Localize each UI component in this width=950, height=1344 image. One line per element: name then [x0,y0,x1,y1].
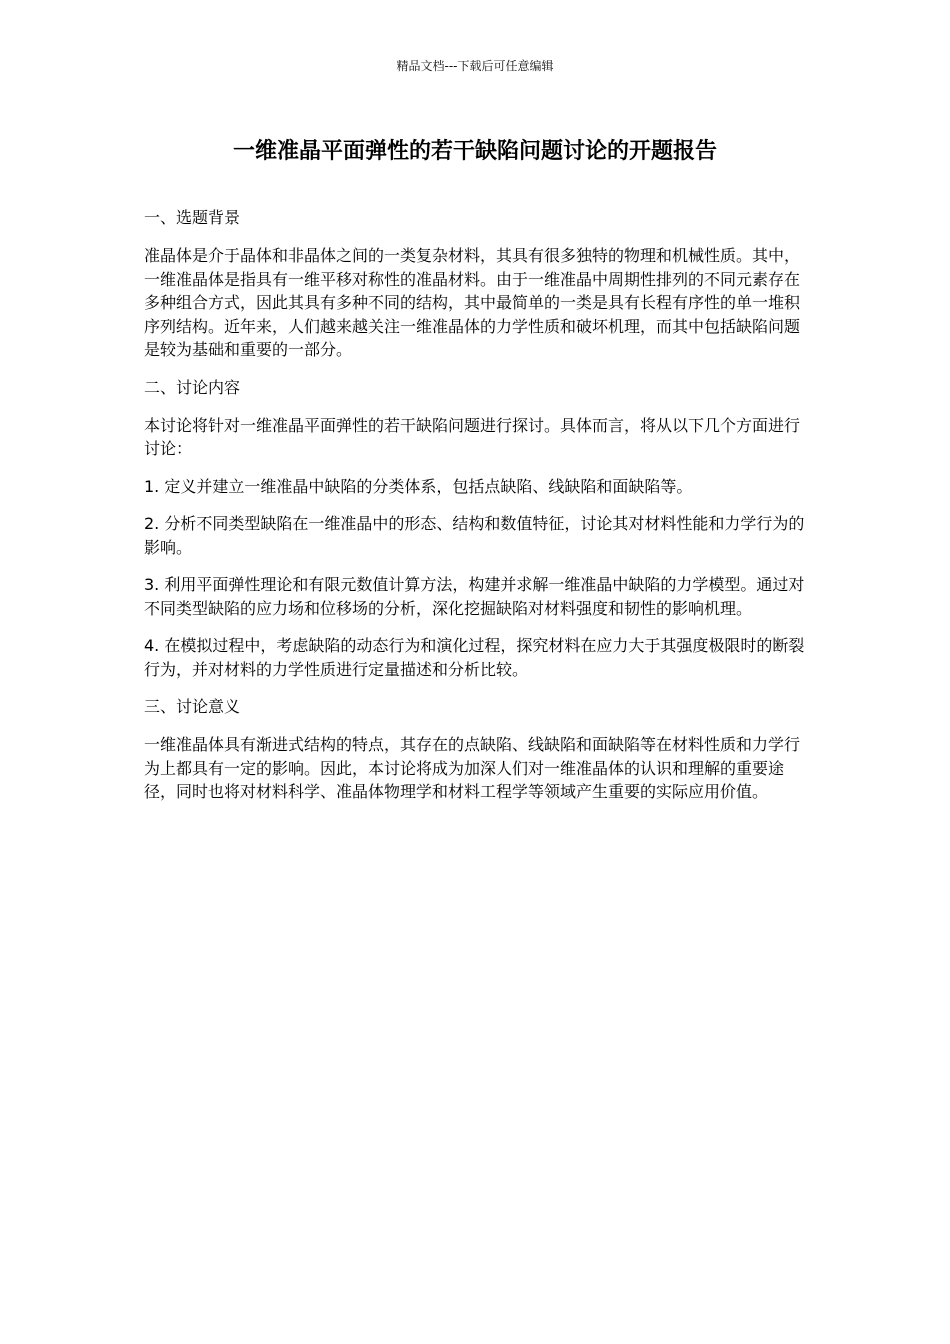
section-heading: 三、讨论意义 [144,697,241,716]
list-item: 2. 分析不同类型缺陷在一维准晶中的形态、结构和数值特征，讨论其对材料性能和力学行为的影响。 [144,514,805,557]
list-item: 4. 在模拟过程中，考虑缺陷的动态行为和演化过程，探究材料在应力大于其强度极限时的断裂行为，并对材料的力学性质进行定量描述和分析比较。 [144,636,805,679]
section-heading: 二、讨论内容 [144,377,241,397]
document-body [144,206,808,818]
list-item: 1. 定义并建立一维准晶中缺陷的分类体系，包括点缺陷、线缺陷和面缺陷等。 [144,476,693,496]
header-note: 精品文档---下载后可任意编辑 [396,59,554,73]
section-background [144,206,808,362]
section-significance [144,695,808,804]
section-discussion-content [144,376,808,682]
section-heading: 一、选题背景 [144,208,241,227]
document-title: 一维准晶平面弹性的若干缺陷问题讨论的开题报告 [232,139,717,164]
paragraph: 本讨论将针对一维准晶平面弹性的若干缺陷问题进行探讨。具体而言，将从以下几个方面进行讨论： [144,415,801,458]
list-item: 3. 利用平面弹性理论和有限元数值计算方法，构建并求解一维准晶中缺陷的力学模型。通过对不同类型缺陷的应力场和位移场的分析，深化挖掘缺陷对材料强度和韧性的影响机理。 [144,575,805,618]
paragraph: 准晶体是介于晶体和非晶体之间的一类复杂材料，其具有很多独特的物理和机械性质。其中，一维准晶体是指具有一维平移对称性的准晶材料。由于一维准晶中周期性排列的不同元素存在多种组合方式，因此其具有多种不同的结构，其中最简单的一类是具有长程有序性的单一堆积序列结构。近年来，人们越来越关注一维准晶体的力学性质和破坏机理，而其中包括缺陷问题是较为基础和重要的一部分。 [144,246,801,359]
paragraph: 一维准晶体具有渐进式结构的特点，其存在的点缺陷、线缺陷和面缺陷等在材料性质和力学行为上都具有一定的影响。因此，本讨论将成为加深人们对一维准晶体的认识和理解的重要途径，同时也将对材料科学、准晶体物理学和材料工程学等领域产生重要的实际应用价值。 [144,735,801,801]
